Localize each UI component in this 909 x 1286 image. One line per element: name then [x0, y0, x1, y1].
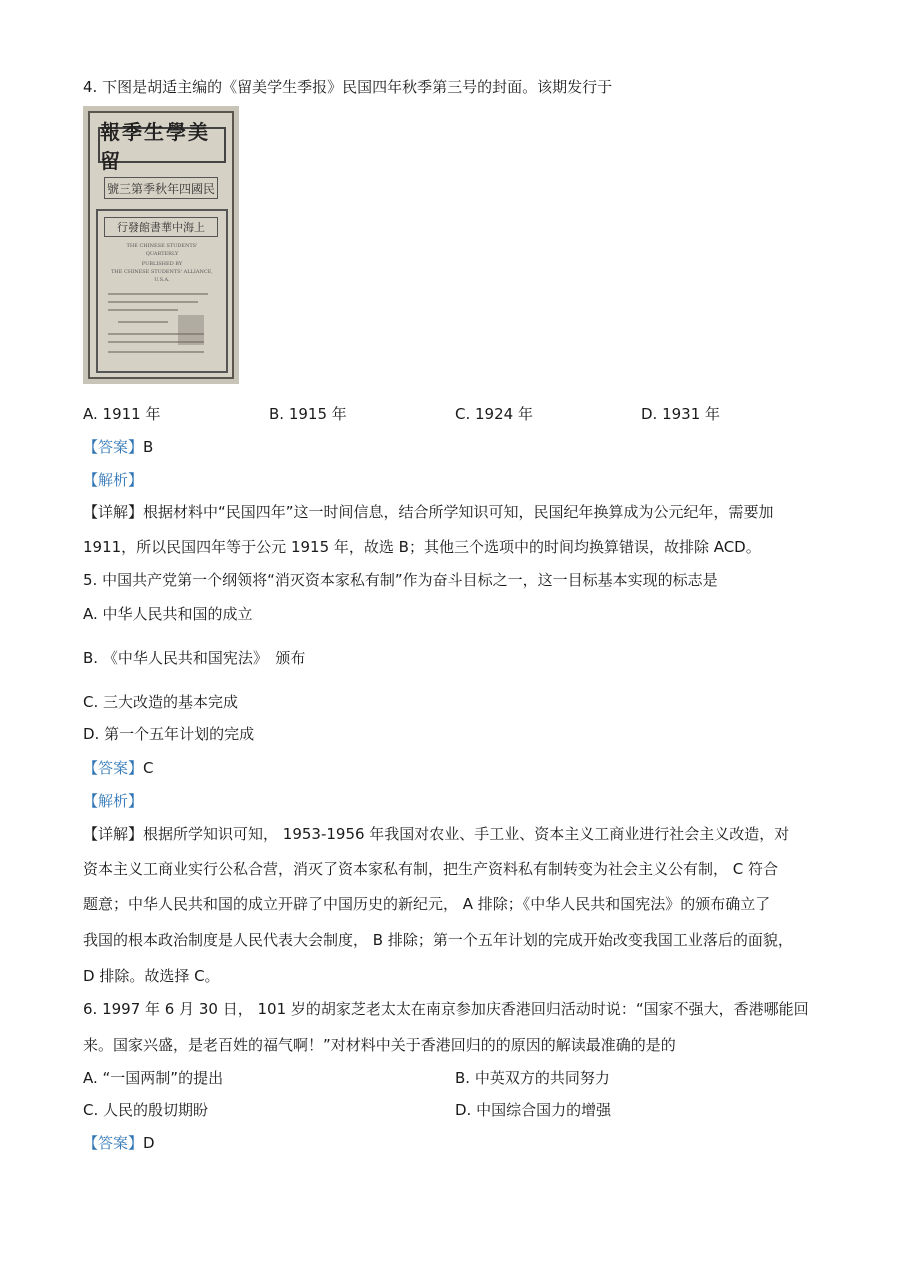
- answer-value: C: [143, 759, 154, 777]
- cover-english-line: THE CHINESE STUDENTS': [126, 243, 198, 249]
- q5-option-c: C. 三大改造的基本完成: [83, 693, 239, 711]
- q4-answer: [83, 437, 153, 457]
- q5-detail-line: 题意；中华人民共和国的成立开辟了中国历史的新纪元， A 排除；《中华人民共和国宪法》的颁布确立了: [83, 895, 771, 913]
- answer-value: B: [143, 438, 154, 456]
- answer-tag: 【答案】: [83, 438, 144, 456]
- magazine-cover-image: [83, 106, 239, 384]
- q5-answer: [83, 758, 154, 778]
- q5-option-a: A. 中华人民共和国的成立: [83, 605, 253, 623]
- cover-print-line: [108, 301, 198, 303]
- cover-publisher-box: [96, 209, 228, 373]
- cover-print-line: [108, 341, 204, 343]
- cover-print-line: [108, 333, 204, 335]
- q6-option-d: D. 中国综合国力的增强: [455, 1101, 612, 1119]
- cover-frame: [88, 111, 234, 379]
- q6-option-b: B. 中英双方的共同努力: [455, 1069, 610, 1087]
- q5-detail-line: 我国的根本政治制度是人民代表大会制度， B 排除；第一个五年计划的完成开始改变我国工业落后的面貌，: [83, 931, 793, 949]
- q4-analysis-tag: 【解析】: [83, 471, 144, 489]
- cover-english-line: THE CHINESE STUDENTS' ALLIANCE,: [111, 269, 213, 275]
- q6-stem-line: 6. 1997 年 6 月 30 日， 101 岁的胡家芝老太太在南京参加庆香港回归活动时说：“国家不强大，香港哪能回: [83, 1000, 809, 1018]
- answer-value: D: [143, 1134, 155, 1152]
- cover-print-line: [108, 309, 178, 311]
- cover-print-line: [108, 351, 204, 353]
- q6-option-c: C. 人民的殷切期盼: [83, 1101, 209, 1119]
- cover-print-line: [118, 321, 168, 323]
- q5-option-b: B. 《中华人民共和国宪法》 颁布: [83, 649, 306, 667]
- cover-print-line: [108, 293, 208, 295]
- cover-english-line: PUBLISHED BY: [141, 261, 183, 267]
- q5-detail-line: D 排除。故选择 C。: [83, 967, 220, 985]
- q4-detail-line: 1911，所以民国四年等于公元 1915 年，故选 B；其他三个选项中的时间均换算错误，故排除 ACD。: [83, 538, 761, 556]
- q4-detail-line: 【详解】根据材料中“民国四年”这一时间信息，结合所学知识可知，民国纪年换算成为公元纪年，需要加: [83, 503, 774, 521]
- q4-option-a: A. 1911 年: [83, 405, 161, 423]
- cover-english-line: U.S.A.: [154, 277, 170, 283]
- q4-option-d: D. 1931 年: [641, 405, 721, 423]
- q6-answer: [83, 1133, 155, 1153]
- q4-stem: 4. 下图是胡适主编的《留美学生季报》民国四年秋季第三号的封面。该期发行于: [83, 78, 613, 96]
- q4-option-c: C. 1924 年: [455, 405, 533, 423]
- cover-publisher: 行發館書華中海上: [104, 217, 218, 237]
- cover-title: 報季生學美留: [98, 127, 226, 163]
- q5-detail-line: 【详解】根据所学知识可知， 1953-1956 年我国对农业、手工业、资本主义工商业进行社会主义改造，对: [83, 825, 790, 843]
- q4-option-b: B. 1915 年: [269, 405, 347, 423]
- q6-option-a: A. “一国两制”的提出: [83, 1069, 224, 1087]
- q5-analysis-tag: 【解析】: [83, 792, 144, 810]
- q6-stem-line: 来。国家兴盛，是老百姓的福气啊！”对材料中关于香港回归的的原因的解读最准确的是的: [83, 1036, 676, 1054]
- cover-subtitle: 號三第季秋年四國民: [104, 177, 218, 199]
- answer-tag: 【答案】: [83, 759, 144, 777]
- answer-tag: 【答案】: [83, 1134, 144, 1152]
- q5-detail-line: 资本主义工商业实行公私合营，消灭了资本家私有制，把生产资料私有制转变为社会主义公有制， C 符合: [83, 860, 779, 878]
- q5-option-d: D. 第一个五年计划的完成: [83, 725, 255, 743]
- q5-stem: 5. 中国共产党第一个纲领将“消灭资本家私有制”作为奋斗目标之一，这一目标基本实现的标志是: [83, 571, 718, 589]
- cover-english-line: QUARTERLY: [145, 251, 179, 257]
